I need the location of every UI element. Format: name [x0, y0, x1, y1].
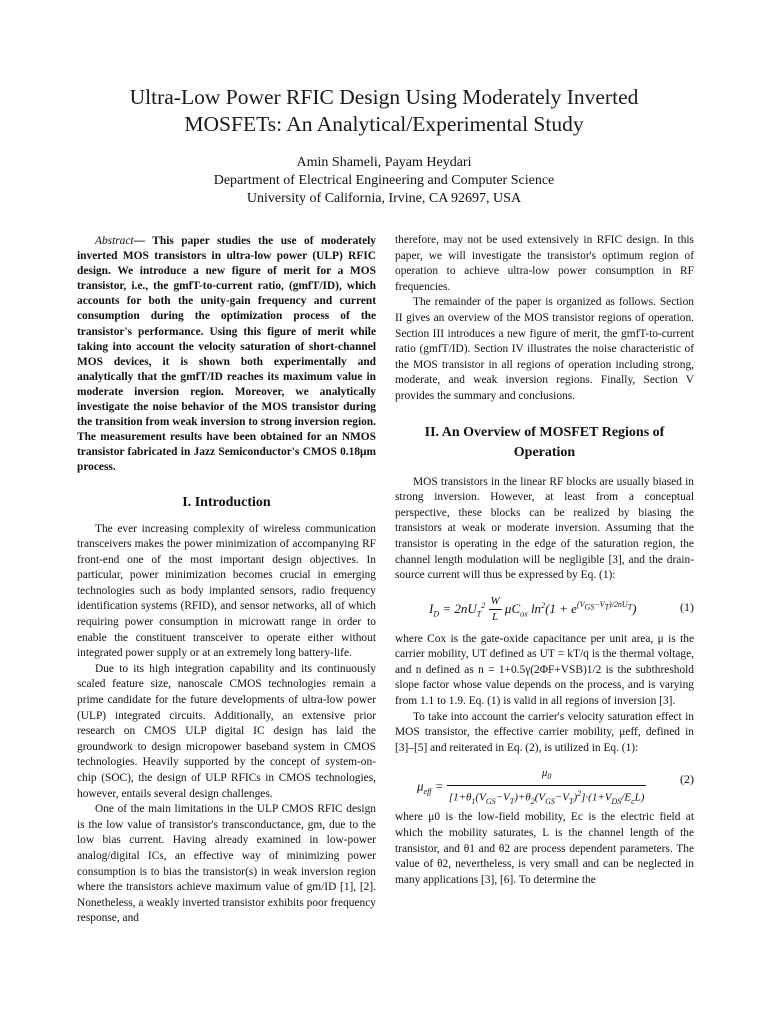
title-line-1: Ultra-Low Power RFIC Design Using Moderately Inverted	[129, 85, 639, 109]
equation-1-number: (1)	[680, 599, 694, 614]
section-heading-regions-line-2: Operation	[513, 444, 576, 460]
intro-paragraph-3: One of the main limitations in the ULP CMOS RFIC design is the low value of transistor's transconductance, gm, due to the low bias current. Having already examined in low-power analog/digital ICs, an effective way of minimizing power consumption is to bias the transistor(s) in weak inversion region where the transistors achieve maximum value of gm/ID [1], [2]. Nonetheless, a weakly inverted transistor exhibits poor frequency response, and	[77, 803, 376, 925]
paper-title	[60, 84, 708, 138]
equation-1	[395, 588, 694, 628]
section2-paragraph-2: where Cox is the gate-oxide capacitance per unit area, μ is the carrier mobility, UT defined as UT = kT/q is the thermal voltage, and n defined as n = 1+0.5γ(2ΦF+VSB)1/2 is the subthreshold slope factor whose value depends on the process, and is varying from 1.1 to 1.9. Eq. (1) is valid in all regions of inversion [3].	[395, 632, 694, 708]
intro-paragraph-2: Due to its high integration capability and its continuously scaled feature size, nanoscale CMOS technologies remain a prime candidate for the future developments of ultra-low power (ULP) integrated circuits. Additionally, an extensive prior research on CMOS ULP digital IC design has laid the groundwork to design micropower baseband system in CMOS technologies. Heavily supported by the concept of system-on-chip (SOC), the design of ULP RFICs in CMOS technologies, however, entails several design challenges.	[77, 662, 376, 800]
abstract-text: — This paper studies the use of moderately inverted MOS transistors in ultra-low power (ULP) RFIC design. We introduce a new figure of merit for a MOS transistor, i.e., the gmfT-to-current ratio, (gmfT/ID), which accounts for both the unity-gain frequency and current consumption during the optimization process of the transistor's performance. Using this figure of merit while taking into account the velocity saturation of short-channel MOS devices, it is shown both experimentally and analytically that the gmfT/ID reaches its maximum value in moderate inversion region. Moreover, we analytically investigate the noise behavior of the MOS transistor during the transition from weak inversion to strong inversion region. The measurement results have been obtained for an NMOS transistor fabricated in Jazz Semiconductor's CMOS 0.18μm process.	[77, 235, 376, 474]
equation-2	[395, 760, 694, 806]
equation-2-body: $\mu_{eff}$ = $\frac{\mu_0}{[1+\theta_1(V_{GS}-V_T)+\theta_2(V_{GS}-V_T)^2]\cdot(1+V_{DS}/E_cL)}$	[417, 767, 645, 807]
equation-1-body: $I_D = 2nU_T^2$ $\frac{W}{L}$ $\mu C_{ox}$ $\ln^2(1 + e^{(V_{GS}-V_T)/2nU_T})$	[429, 594, 637, 624]
left-column	[77, 234, 376, 927]
title-line-2: MOSFETs: An Analytical/Experimental Study	[184, 112, 584, 136]
abstract	[77, 234, 376, 476]
equation-2-number: (2)	[680, 772, 694, 787]
section-heading-regions-line-1: II. An Overview of MOSFET Regions of	[424, 424, 665, 440]
section2-paragraph-3: To take into account the carrier's velocity saturation effect in MOS transistor, the effective carrier mobility, μeff, defined in [3]–[5] and reiterated in Eq. (2), is utilized in Eq. (1):	[395, 710, 694, 754]
intro-paragraph-1: The ever increasing complexity of wireless communication transceivers makes the power minimization of accompanying RF front-end one of the most important design objectives. In particular, power minimization becomes crucial in emerging technologies such as body implanted sensors, radio frequency identification systems (RFID), and sensor networks, all of which requiring power consumption in microwatt range in order to enable the constituent transceiver to operate either without integrated power supply or at an extremely long battery-life.	[77, 522, 376, 660]
abstract-label: Abstract	[95, 235, 134, 247]
affiliation-university: University of California, Irvine, CA 92697, USA	[246, 191, 522, 206]
section2-paragraph-4: where μ0 is the low-field mobility, Ec is the electric field at which the mobility saturates, L is the channel length of the transistor, and θ1 and θ2 are process dependent parameters. The value of θ2, nevertheless, is very small and can be neglected in many applications [3], [6]. To determine the	[395, 811, 694, 886]
right-column	[395, 233, 694, 888]
intro-paragraph-4: therefore, may not be used extensively in RFIC design. In this paper, we will investigate the transistor's optimum region of operation to achieve ultra-low power consumption in RF frequencies.	[395, 234, 694, 293]
intro-paragraph-5: The remainder of the paper is organized as follows. Section II gives an overview of the MOS transistor regions of operation. Section III introduces a new figure of merit, the gmfT-to-current ratio (gmfT/ID). Section IV illustrates the noise characteristic of the MOS transistor in all regions of operation including strong, moderate, and weak inversion regions. Finally, Section V provides the summary and conclusions.	[395, 296, 694, 402]
section-heading-introduction: I. Introduction	[182, 494, 271, 510]
section2-paragraph-1: MOS transistors in the linear RF blocks are usually biased in strong inversion. However, at least from a conceptual perspective, these blocks can be realized by biasing the transistors at weak or moderate inversion. Assuming that the transistor is operating in the edge of the saturation region, the channel length modulation will be negligible [3], and the drain-source current will thus be expressed by Eq. (1):	[395, 475, 694, 582]
section-heading-regions	[395, 423, 694, 463]
author-names: Amin Shameli, Payam Heydari	[296, 155, 472, 170]
affiliation-department: Department of Electrical Engineering and Computer Science	[213, 173, 555, 188]
author-block	[60, 154, 708, 208]
